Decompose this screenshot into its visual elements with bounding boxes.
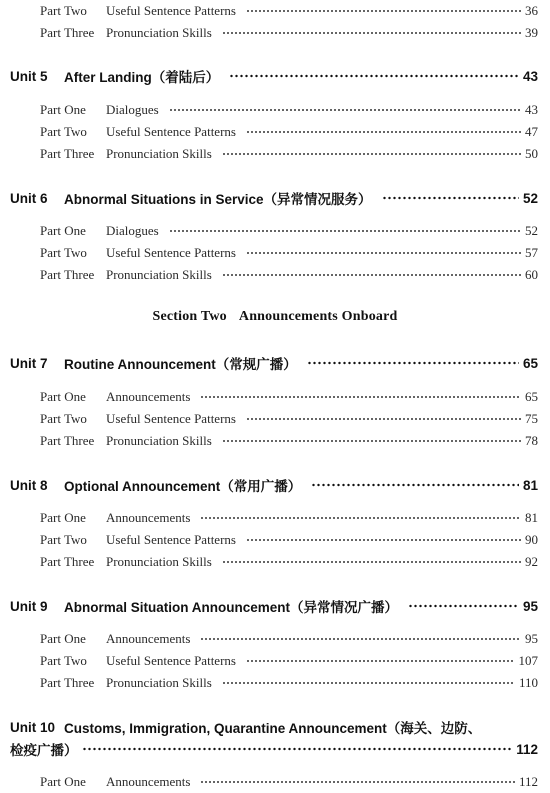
dot-leader [246,9,521,13]
unit-number: Unit 9 [10,598,48,614]
unit-title: After Landing（着陆后） [64,70,220,85]
part-label: Part Three [40,554,95,569]
toc-part-entry[interactable] [40,552,538,572]
dot-leader [408,604,519,608]
dot-leader [169,229,521,233]
toc-part-entry[interactable] [40,100,538,120]
unit-number: Unit 10 [10,719,56,735]
part-title: Useful Sentence Patterns [106,245,236,260]
part-title: Pronunciation Skills [106,433,212,448]
toc-part-entry[interactable] [40,221,538,241]
dot-leader [246,659,515,663]
part-label: Part Three [40,433,95,448]
dot-leader [222,31,521,35]
part-title: Useful Sentence Patterns [106,3,236,18]
part-title: Announcements [106,774,191,789]
page-number: 43 [525,102,538,117]
dot-leader [382,196,519,200]
toc-part-entry[interactable] [40,23,538,43]
dot-leader [169,108,521,112]
page-number: 90 [525,532,538,547]
toc-part-entry[interactable] [40,772,538,792]
page-number: 47 [525,124,538,139]
section-label: Section Two [152,309,227,324]
dot-leader [200,780,514,784]
unit-number: Unit 8 [10,477,48,493]
toc-part-entry[interactable] [40,651,538,671]
unit-10-continuation[interactable] [10,739,538,759]
part-label: Part One [40,223,86,238]
toc-part-entry[interactable] [40,243,538,263]
toc-part-entry[interactable] [40,265,538,285]
part-title: Useful Sentence Patterns [106,124,236,139]
dot-leader [200,395,521,399]
page-number: 95 [522,598,538,614]
dot-leader [307,361,519,365]
toc-part-entry[interactable] [40,508,538,528]
part-label: Part One [40,102,86,117]
page-number: 75 [525,411,538,426]
page-number: 92 [525,554,538,569]
dot-leader [222,681,515,685]
part-label: Part Three [40,675,95,690]
part-title: Useful Sentence Patterns [106,411,236,426]
part-label: Part Three [40,25,95,40]
toc-unit-entry[interactable] [10,475,538,495]
unit-10-title-continued: 检疫广播） [10,743,78,758]
part-label: Part One [40,774,86,789]
part-label: Part One [40,389,86,404]
dot-leader [222,560,521,564]
page-number: 65 [522,355,538,371]
toc-part-entry[interactable] [40,122,538,142]
unit-title: Routine Announcement（常规广播） [64,357,297,372]
dot-leader [246,417,521,421]
unit-title: Abnormal Situation Announcement（异常情况广播） [64,600,398,615]
part-title: Dialogues [106,223,159,238]
toc-part-entry[interactable] [40,530,538,550]
page-number: 95 [525,631,538,646]
part-label: Part Two [40,3,87,18]
page-number: 36 [525,3,538,18]
part-title: Useful Sentence Patterns [106,653,236,668]
unit-10-page-number: 112 [516,741,538,757]
toc-part-entry[interactable] [40,144,538,164]
page-number: 60 [525,267,538,282]
dot-leader [222,273,521,277]
part-title: Pronunciation Skills [106,25,212,40]
toc-part-entry[interactable] [40,409,538,429]
part-title: Pronunciation Skills [106,146,212,161]
dot-leader [82,747,513,751]
part-title: Announcements [106,631,191,646]
toc-unit-entry[interactable] [10,188,538,208]
toc-unit-entry[interactable] [10,66,538,86]
page-number: 39 [525,25,538,40]
unit-number: Unit 5 [10,68,48,84]
unit-title: Customs, Immigration, Quarantine Announcement（海关、边防、 [64,721,482,736]
toc-part-entry[interactable] [40,387,538,407]
dot-leader [246,538,521,542]
unit-number: Unit 6 [10,190,48,206]
toc-part-entry[interactable] [40,629,538,649]
unit-number: Unit 7 [10,355,48,371]
dot-leader [200,637,521,641]
part-title: Pronunciation Skills [106,675,212,690]
part-label: Part One [40,631,86,646]
section-title: Announcements Onboard [238,309,398,324]
page-number: 107 [518,653,538,668]
page-number: 110 [518,675,538,690]
dot-leader [246,130,521,134]
dot-leader [222,439,521,443]
part-label: Part Two [40,653,87,668]
part-label: Part Two [40,245,87,260]
page-number: 78 [525,433,538,448]
part-title: Dialogues [106,102,159,117]
dot-leader [222,152,521,156]
part-label: Part One [40,510,86,525]
unit-title: Abnormal Situations in Service（异常情况服务） [64,192,372,207]
dot-leader [229,74,519,78]
section-heading [0,309,550,329]
part-title: Announcements [106,389,191,404]
part-label: Part Two [40,411,87,426]
part-title: Useful Sentence Patterns [106,532,236,547]
part-label: Part Two [40,532,87,547]
part-title: Pronunciation Skills [106,554,212,569]
toc-part-entry[interactable] [40,431,538,451]
part-label: Part Two [40,124,87,139]
page-number: 52 [525,223,538,238]
dot-leader [311,483,519,487]
toc-unit-entry[interactable] [10,596,538,616]
page-number: 43 [522,68,538,84]
part-label: Part Three [40,267,95,282]
toc-part-entry[interactable] [40,1,538,21]
dot-leader [246,251,521,255]
toc-unit-entry[interactable] [10,353,538,373]
unit-title: Optional Announcement（常用广播） [64,479,302,494]
part-title: Announcements [106,510,191,525]
page-number: 81 [525,510,538,525]
page-number: 57 [525,245,538,260]
page-number: 81 [522,477,538,493]
toc-unit-entry[interactable] [10,717,538,737]
page-number: 112 [518,774,538,789]
dot-leader [200,516,521,520]
page-number: 65 [525,389,538,404]
toc-part-entry[interactable] [40,673,538,693]
part-title: Pronunciation Skills [106,267,212,282]
part-label: Part Three [40,146,95,161]
page-number: 52 [522,190,538,206]
page-number: 50 [525,146,538,161]
